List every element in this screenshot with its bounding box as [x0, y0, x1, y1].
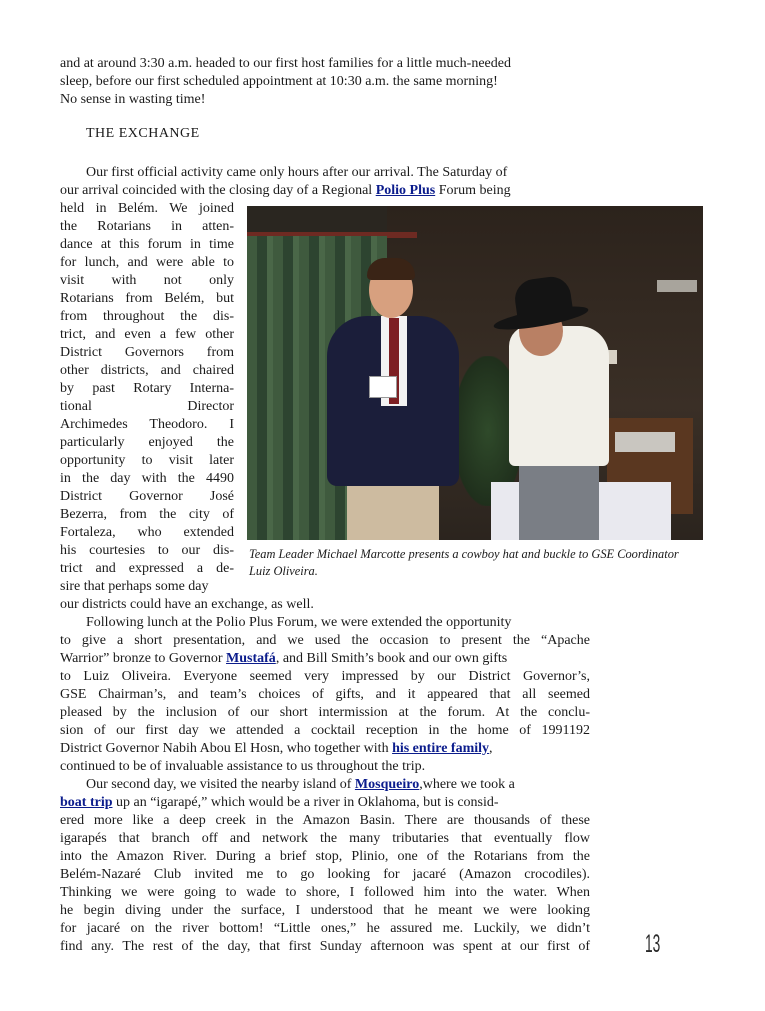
narrow-line: Fortaleza, who extended [60, 525, 234, 540]
para2-line-7: sion of our first day we attended a cocktail reception in the home of 1991192 [60, 723, 590, 738]
narrow-line: trict and expressed a de- [60, 561, 234, 576]
para3-line-5: into the Amazon River. During a brief stop, Plinio, one of the Rotarians from the [60, 849, 590, 864]
polio-plus-link[interactable]: Polio Plus [375, 183, 436, 198]
para1-line-2-text: our arrival coincided with the closing day of a Regional [60, 183, 373, 198]
narrow-line: by past Rotary Interna- [60, 381, 234, 396]
narrow-line: the Rotarians in atten- [60, 219, 234, 234]
page-number: 13 [645, 930, 661, 958]
para3-line-6: Belém-Nazaré Club invited me to go looking for jacaré (Amazon crocodiles). [60, 867, 590, 882]
photo-caption-line-1: Team Leader Michael Marcotte presents a cowboy hat and buckle to GSE Coordinator [249, 547, 679, 561]
mosqueiro-link[interactable]: Mosqueiro [354, 777, 420, 792]
para3-line-2-text: up an “igarapé,” which would be a river in Oklahoma, but is consid- [112, 795, 499, 810]
event-photo [247, 206, 703, 540]
para1-line-2 [60, 182, 590, 200]
para3-line-8: he begin diving under the surface, I understood that he meant we were looking [60, 903, 590, 918]
para3-line-10: find any. The rest of the day, that first Sunday afternoon was spent at our first of [60, 939, 590, 954]
narrow-line: his courtesies to our dis- [60, 543, 234, 558]
para1-line-2-tail: Forum being [438, 183, 511, 198]
para1-line-1: Our first official activity came only hours after our arrival. The Saturday of [86, 165, 508, 180]
narrow-line: dance at this forum in time [60, 237, 234, 252]
intro-line-3: No sense in wasting time! [60, 92, 206, 107]
para2-line-8 [60, 740, 590, 758]
para2-line-5: GSE Chairman’s, and team’s choices of gifts, and it appeared that all seemed [60, 687, 590, 702]
narrow-line: particularly enjoyed the [60, 435, 234, 450]
para2-line-1: Following lunch at the Polio Plus Forum, we were extended the opportunity [86, 615, 512, 630]
para3-line-7: Thinking we were going to wade to shore, I followed him into the water. When [60, 885, 590, 900]
mustafa-link[interactable]: Mustafá [226, 651, 276, 666]
para2-line-3 [60, 650, 590, 668]
his-entire-family-link[interactable]: his entire family [392, 741, 490, 756]
para2-line-6: pleased by the inclusion of our short intermission at the forum. At the conclu- [60, 705, 590, 720]
narrow-line: tional Director [60, 399, 234, 414]
para2-line-3-text-b: , and Bill Smith’s book and our own gifts [275, 651, 508, 666]
para2-line-8-text-b: , [489, 741, 493, 756]
narrow-line: Bezerra, from the city of [60, 507, 234, 522]
narrow-line: other districts, and chaired [60, 363, 234, 378]
narrow-line: District Governor José [60, 489, 234, 504]
narrow-line: District Governors from [60, 345, 234, 360]
para3-line-1 [86, 776, 596, 794]
narrow-line: visit with not only [60, 273, 234, 288]
para3-line-9: for jacaré on the river bottom! “Little ones,” he assured me. Luckily, we didn’t [60, 921, 590, 936]
photo-person-2-legs [519, 460, 599, 540]
photo-window [657, 280, 697, 292]
para2-line-4: to Luiz Oliveira. Everyone seemed very impressed by our District Governor’s, [60, 669, 590, 684]
boat-trip-link[interactable]: boat trip [60, 795, 113, 810]
narrow-line: held in Belém. We joined [60, 201, 234, 216]
narrow-line: for lunch, and were able to [60, 255, 234, 270]
photo-caption [249, 546, 729, 580]
para2-line-8-text-a: District Governor Nabih Abou El Hosn, who together with [60, 741, 389, 756]
para3-line-2 [60, 794, 590, 812]
para3-line-4: igarapés that branch off and network the many tributaries that eventually flow [60, 831, 590, 846]
narrow-line: sire that perhaps some day [60, 579, 209, 594]
para2-line-9: continued to be of invaluable assistance to us throughout the trip. [60, 759, 426, 774]
intro-line-2: sleep, before our first scheduled appointment at 10:30 a.m. the same morning! [60, 74, 498, 89]
para1-end: our districts could have an exchange, as well. [60, 597, 314, 612]
narrow-line: opportunity to visit later [60, 453, 234, 468]
photo-caption-line-2: Luiz Oliveira. [249, 564, 318, 578]
narrow-line: from throughout the dis- [60, 309, 234, 324]
narrow-line: Archimedes Theodoro. I [60, 417, 234, 432]
photo-name-badge [369, 376, 397, 398]
narrow-line: in the day with the 4490 [60, 471, 234, 486]
narrow-line: trict, and even a few other [60, 327, 234, 342]
photo-person-1-hair [367, 258, 415, 280]
para3-line-3: ered more like a deep creek in the Amazon Basin. There are thousands of these [60, 813, 590, 828]
narrow-line: Rotarians from Belém, but [60, 291, 234, 306]
para3-line-1-text-b: ,where we took a [419, 777, 515, 792]
para2-line-2: to give a short presentation, and we used the occasion to present the “Apache [60, 633, 590, 648]
intro-line-1: and at around 3:30 a.m. headed to our first host families for a little much-needed [60, 56, 511, 71]
section-heading: THE EXCHANGE [86, 126, 200, 141]
para3-line-1-text-a: Our second day, we visited the nearby island of [86, 777, 352, 792]
photo-shelf-top [615, 432, 675, 452]
para2-line-3-text-a: Warrior” bronze to Governor [60, 651, 223, 666]
